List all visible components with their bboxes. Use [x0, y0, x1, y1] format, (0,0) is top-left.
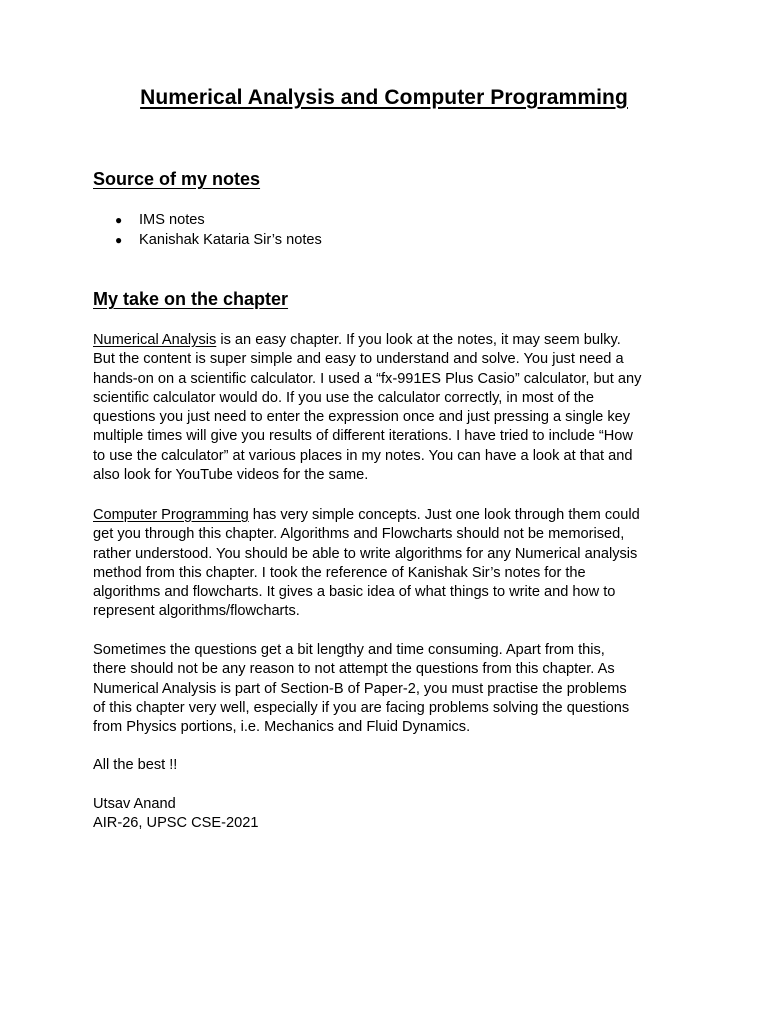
list-item: [93, 231, 322, 251]
paragraph-body: is an easy chapter. If you look at the notes, it may seem bulky. But the content is super simple and easy to understand and solve. You just need a hands-on on a scientific calculator. I used a “fx-991ES Plus Casio” calculator, but any scientific calculator would do. If you use the calculator correctly, in most of the questions you just need to enter the expression once and just pressing a single key multiple times will give you results of different iterations. I have tried to include “How to use the calculator” at various places in my notes. You can have a look at that and also look for YouTube videos for the same.: [93, 332, 642, 484]
paragraph-computer-programming: [93, 506, 693, 622]
paragraph-numerical-analysis: [93, 331, 693, 485]
paragraph-body: has very simple concepts. Just one look through them could get you through this chapter. Algorithms and Flowcharts should not be memorised, rather understood. You should be able to write algorithms for any Numerical analysis method from this chapter. I took the reference of Kanishak Sir’s notes for the algorithms and flowcharts. It gives a basic idea of what things to write and how to represent algorithms/flowcharts.: [93, 507, 640, 620]
closing-line: All the best !!: [93, 757, 178, 773]
list-item-text: IMS notes: [139, 212, 205, 228]
document-title: Numerical Analysis and Computer Programming: [140, 86, 628, 109]
bullet-icon: ●: [115, 232, 123, 247]
list-item: [93, 211, 322, 231]
source-list: [93, 211, 322, 250]
bullet-icon: ●: [115, 213, 123, 227]
take-section-heading: My take on the chapter: [93, 289, 289, 309]
signature-name: Utsav Anand: [93, 796, 176, 812]
signature-rank: AIR-26, UPSC CSE-2021: [93, 815, 259, 831]
source-section-heading: Source of my notes: [93, 169, 261, 189]
computer-programming-term: Computer Programming: [93, 507, 249, 523]
numerical-analysis-term: Numerical Analysis: [93, 332, 217, 348]
paragraph-exam-advice: Sometimes the questions get a bit lengthy and time consuming. Apart from this, there should not be any reason to not attempt the questions from this chapter. As Numerical Analysis is part of Section-B of Paper-2, you must practise the problems of this chapter very well, especially if you are facing problems solving the questions from Physics portions, i.e. Mechanics and Fluid Dynamics.: [93, 642, 630, 736]
list-item-text: Kanishak Kataria Sir’s notes: [139, 231, 322, 248]
